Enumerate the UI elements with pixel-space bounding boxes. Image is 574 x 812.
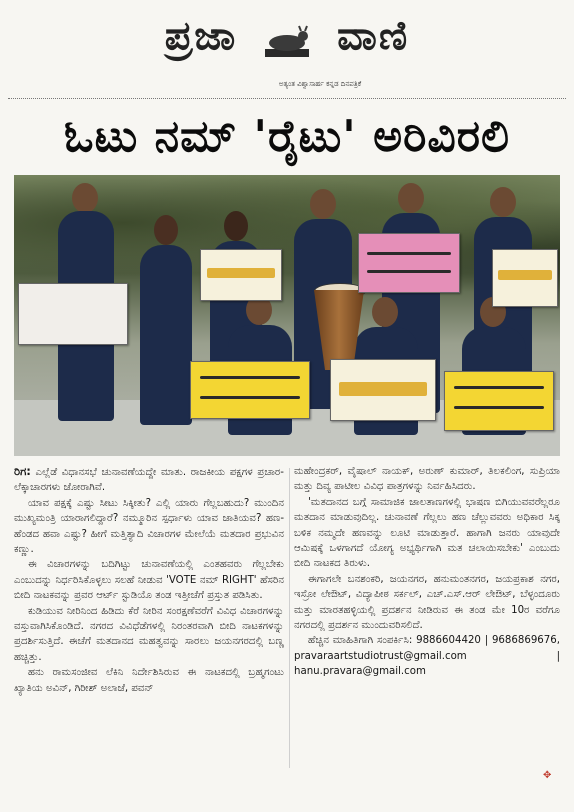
article-column-left [14, 464, 284, 696]
article-paragraph: 'ಮತದಾನದ ಬಗ್ಗೆ ಸಾಮಾಜಿಕ ಜಾಲತಾಣಗಳಲ್ಲಿ ಭಾಷಣ ಬಿಗಿಯುವವರೆಲ್ಲರೂ ಮತದಾನ ಮಾಡುವುದಿಲ್ಲ. ಚುನಾವಣೆ ಗೆಲ್ಲಲು ಹಣ ಚೆಲ್ಲುವವರು ಅಧಿಕಾರ ಸಿಕ್ಕ ಬಳಿಕ ನಮ್ಮದೇ ಹಣವನ್ನು ಲೂಟಿ ಮಾಡುತ್ತಾರೆ. ಹಾಗಾಗಿ ಜನರು ಯಾವುದೇ ಆಮಿಷಕ್ಕೆ ಒಳಗಾಗದೆ ಯೋಗ್ಯ ಅಭ್ಯರ್ಥಿಗಾಗಿ ಮತ ಚಲಾಯಿಸಬೇಕು' ಎಂಬುದು ಬೀದಿ ನಾಟಕದ ತಿರುಳು. [294, 496, 560, 570]
yellow-placard [190, 361, 310, 419]
article-paragraph: ಹನು ರಾಮಸಂಜೀವ ಲೆಕಿನಿ ನಿರ್ದೇಶಿಸಿರುವ ಈ ನಾಟಕದಲ್ಲಿ ಬ್ರಹ್ಮಗಂಟು ಖ್ಯಾತಿಯ ಅವಿನ್, ಗಿರೀಶ್ ಅಲಾಜೆ, ಪವನ್ [14, 667, 284, 694]
article-paragraph: ಈಗಾಗಲೇ ಬನಶಂಕರಿ, ಜಯನಗರ, ಹನುಮಂತನಗರ, ಜಯಪ್ರಕಾಶ ನಗರ, ಇಸ್ರೋ ಲೇಔಟ್, ವಿದ್ಯಾಪೀಠ ಸರ್ಕಲ್, ಎಚ್.ಎಸ್.ಆರ್ ಲೇಔಟ್, ಬೆಳ್ಳಂದೂರು ಮತ್ತು ಮಾರತಹಳ್ಳಿಯಲ್ಲಿ ಪ್ರದರ್ಶನ ನೀಡಿರುವ ಈ ತಂಡ ಮೇ 10ರ ವರೆಗೂ ನಗರದಲ್ಲಿ ಪ್ರದರ್ಶನ ಮುಂದುವರಿಸಲಿದೆ. [294, 573, 560, 632]
article-paragraph: ಮಹೇಂದ್ರಕರ್, ವೈಷಾಲ್ ನಾಯಕ್, ಅರುಣ್ ಕುಮಾರ್, ತಿಲಕಲಿಂಗ, ಸುಪ್ರಿಯಾ ಮತ್ತು ದಿವ್ಯ ಪಾಟೀಲ ವಿವಿಧ ಪಾತ್ರಗಳನ್ನು ನಿರ್ವಹಿಸಿದರು. [294, 466, 560, 493]
masthead-tagline: ಅತ್ಯಂತ ವಿಶ್ವಾಸಾರ್ಹ ಕನ್ನಡ ದಿನಪತ್ರಿಕೆ [278, 80, 362, 88]
article-paragraph: ಈ ವಿಚಾರಗಳನ್ನು ಬದಿಗಿಟ್ಟು ಚುನಾವಣೆಯಲ್ಲಿ ಎಂತಹವರು ಗೆಲ್ಲಬೇಕು ಎಂಬುದನ್ನು ನಿರ್ಧರಿಸಿಕೊಳ್ಳಲು ಸಲಹೆ ನೀಡುವ 'VOTE ನಮ್ RIGHT' ಹೆಸರಿನ ಬೀದಿ ನಾಟಕವನ್ನು ಪ್ರವರ ಆರ್ಟ್ ಸ್ಟುಡಿಯೊ ತಂಡ ಇತ್ತೀಚೆಗೆ ಪ್ರಸ್ತುತ ಪಡಿಸಿತು. [14, 559, 284, 602]
article-column-right [294, 464, 560, 680]
brand-left: ಪ್ರಜಾ [164, 12, 238, 59]
brand-right: ವಾಣಿ [337, 12, 410, 59]
headline: ಓಟು ನಮ್ 'ರೈಟು' ಅರಿವಿರಲಿ [64, 111, 510, 162]
blank-placard [18, 283, 128, 345]
dateline: ರಿಗ: [14, 464, 31, 478]
masthead-divider [8, 98, 566, 99]
article-body [14, 464, 560, 770]
person-head [72, 183, 98, 213]
poster-placard [330, 359, 436, 421]
contact-info: ಹೆಚ್ಚಿನ ಮಾಹಿತಿಗಾಗಿ ಸಂಪರ್ಕಿಸಿ: 9886604420 | 9686869676, pravaraartstudiotrust@gmail.com | hanu.pravara@gmail.com [294, 635, 560, 678]
person-head [224, 211, 248, 241]
person [140, 245, 192, 425]
pink-placard [358, 233, 460, 293]
article-photo [14, 175, 560, 456]
column-divider [289, 468, 290, 768]
article-paragraph: ಕುಡಿಯುವ ನೀರಿನಿಂದ ಹಿಡಿದು ಕೆರೆ ನೀರಿನ ಸಂರಕ್ಷಣೆವರೆಗೆ ವಿವಿಧ ವಿಚಾರಗಳನ್ನು ವಸ್ತುವಾಗಿಸಿಕೊಂಡಿದೆ. ನಗರದ ವಿವಿಧೆಡೆಗಳಲ್ಲಿ ನಿರಂತರವಾಗಿ ಬೀದಿ ನಾಟಕಗಳನ್ನು ಪ್ರದರ್ಶಿಸುತ್ತಿದೆ. ಈಚೆಗೆ ಮತದಾನದ ಮಹತ್ವವನ್ನು ಸಾರಲು ಜಯನಗರದಲ್ಲಿ ಬಣ್ಣ ಹಚ್ಚಿತ್ತು. [14, 605, 284, 663]
poster-placard [492, 249, 558, 307]
article-paragraph: ರಿಗ: ಎಲ್ಲೆಡೆ ವಿಧಾನಸಭೆ ಚುನಾವಣೆಯದ್ದೇ ಮಾತು. ರಾಜಕೀಯ ಪಕ್ಷಗಳ ಪ್ರಚಾರ-ಲೆಕ್ಕಾಚಾರಗಳು ಜೋರಾಗಿವೆ. [14, 464, 284, 494]
person-head [398, 183, 424, 213]
person-head [154, 215, 178, 245]
person-head [490, 187, 516, 217]
poster-placard [200, 249, 282, 301]
end-mark-icon: ✥ [543, 770, 552, 781]
article-paragraph: ಯಾವ ಪಕ್ಷಕ್ಕೆ ಎಷ್ಟು ಸೀಟು ಸಿಕ್ಕೀತು? ಎಲ್ಲಿ ಯಾರು ಗೆಲ್ಲಬಹುದು? ಮುಂದಿನ ಮುಖ್ಯಮಂತ್ರಿ ಯಾರಾಗಲಿದ್ದಾರೆ? ನಮ್ಮೂರಿನ ಸ್ಪರ್ಧಾಳು ಯಾವ ಜಾತಿಯವ? ಹಣ- ಹೆಂಡದ ಹವಾ ಎಷ್ಟು? ಹೀಗೆ ಮತ್ತಿತ್ಯಾದಿ ವಿಚಾರಗಳ ಮೇಲೆಯೆ ಮತದಾರ ಪ್ರಭುವಿನ ಕಣ್ಣು. [14, 497, 284, 556]
masthead [0, 0, 574, 102]
newspaper-logo [0, 12, 574, 59]
person-head [372, 297, 398, 327]
person-head [310, 189, 336, 219]
yellow-placard [444, 371, 554, 431]
nandi-logo-icon [261, 22, 313, 56]
